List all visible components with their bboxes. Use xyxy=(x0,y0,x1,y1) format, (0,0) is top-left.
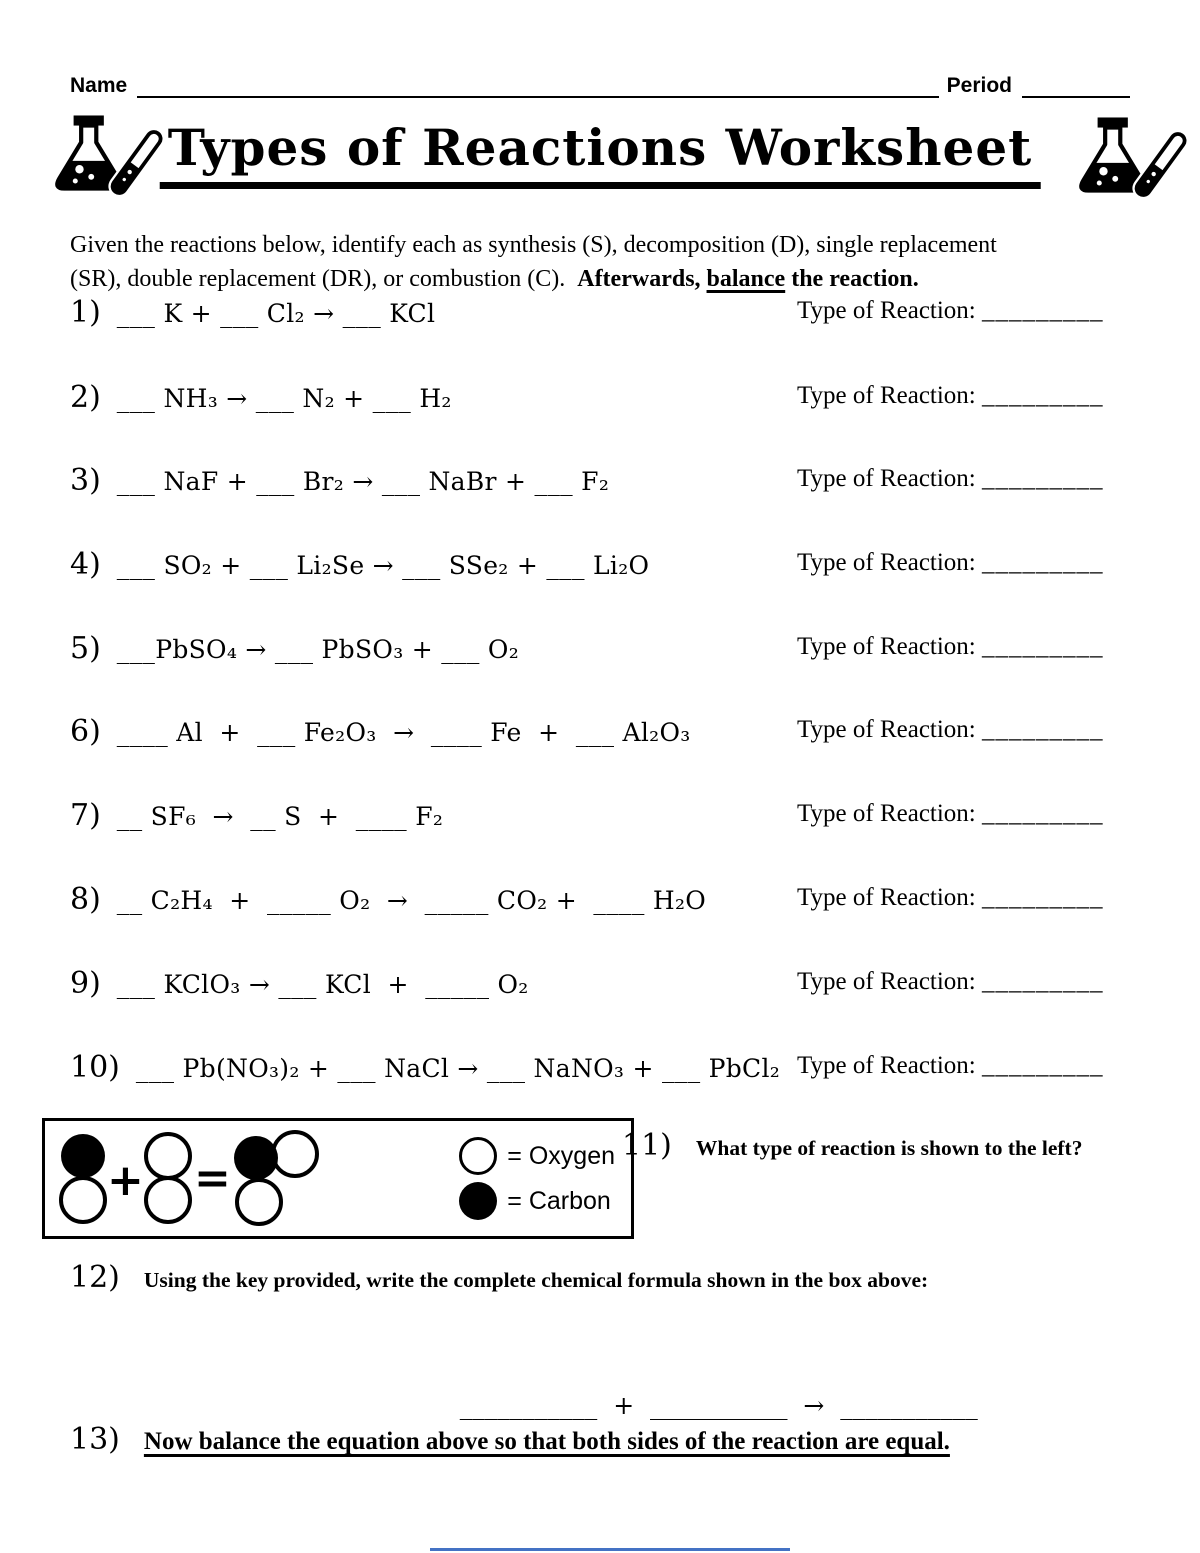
question-row-7 xyxy=(70,798,1132,840)
question-row-8 xyxy=(70,882,1132,924)
type-of-reaction: Type of Reaction: _________ xyxy=(797,549,1104,576)
instructions-line2: (SR), double replacement (DR), or combustion (C). xyxy=(70,266,578,292)
answer-blank-2[interactable]: ___________ xyxy=(650,1391,788,1420)
answer-blank[interactable]: _________ xyxy=(982,297,1104,324)
name-blank-line[interactable] xyxy=(137,72,938,98)
question-number: 2) xyxy=(70,380,101,415)
question-number: 7) xyxy=(70,798,101,833)
svg-text:+: + xyxy=(107,1154,144,1206)
carbon-label: = Carbon xyxy=(507,1186,611,1215)
question-row-10 xyxy=(70,1050,1132,1092)
type-of-reaction: Type of Reaction: _________ xyxy=(797,297,1104,324)
answer-blank[interactable]: _________ xyxy=(982,549,1104,576)
equation: ___ NH₃ → ___ N₂ + ___ H₂ xyxy=(116,384,452,413)
question-number: 6) xyxy=(70,714,101,749)
question-number: 5) xyxy=(70,631,101,666)
question-13 xyxy=(70,1422,950,1457)
question-number: 1) xyxy=(70,295,101,330)
question-row-6 xyxy=(70,714,1132,756)
question-number: 13) xyxy=(70,1422,120,1457)
arrow-sign: → xyxy=(787,1391,841,1420)
question-row-1 xyxy=(70,295,1132,337)
key-carbon xyxy=(459,1182,615,1220)
question-row-4 xyxy=(70,547,1132,589)
question-number: 4) xyxy=(70,547,101,582)
answer-blank[interactable]: _________ xyxy=(982,633,1104,660)
molecule-diagram xyxy=(55,1129,355,1229)
type-of-reaction: Type of Reaction: _________ xyxy=(797,968,1104,995)
svg-text:=: = xyxy=(194,1152,231,1204)
type-of-reaction: Type of Reaction: _________ xyxy=(797,1052,1104,1079)
question-number: 10) xyxy=(70,1050,120,1085)
equation: ____ Al + ___ Fe₂O₃ → ____ Fe + ___ Al₂O₃ xyxy=(116,718,691,747)
plus-sign: + xyxy=(597,1391,651,1420)
question-number: 9) xyxy=(70,966,101,1001)
period-blank-line[interactable] xyxy=(1022,72,1130,98)
equation: ___ NaF + ___ Br₂ → ___ NaBr + ___ F₂ xyxy=(116,467,610,496)
flask-test-tube-icon xyxy=(1064,112,1190,212)
oxygen-label: = Oxygen xyxy=(507,1141,615,1170)
type-of-reaction: Type of Reaction: _________ xyxy=(797,382,1104,409)
name-period-row xyxy=(70,72,1130,98)
question-12 xyxy=(70,1260,928,1295)
question-number: 3) xyxy=(70,463,101,498)
oxygen-circle-icon xyxy=(459,1137,497,1175)
page-title: Types of Reactions Worksheet xyxy=(160,118,1041,189)
instructions: Given the reactions below, identify each as synthesis (S), decomposition (D), single replacement (SR), double replacement (DR), or combustion (C). Afterwards, balance the reaction. xyxy=(70,232,997,292)
period-label: Period xyxy=(946,74,1012,97)
question-row-5 xyxy=(70,631,1132,673)
question-row-9 xyxy=(70,966,1132,1008)
molecule-key xyxy=(459,1137,615,1220)
molecule-diagram-box xyxy=(42,1118,634,1239)
answer-blank[interactable]: _________ xyxy=(982,968,1104,995)
equation: ___PbSO₄ → ___ PbSO₃ + ___ O₂ xyxy=(116,635,520,664)
type-of-reaction: Type of Reaction: _________ xyxy=(797,633,1104,660)
bottom-blue-line xyxy=(430,1548,790,1551)
type-of-reaction: Type of Reaction: _________ xyxy=(797,465,1104,492)
answer-blank[interactable]: _________ xyxy=(982,884,1104,911)
equation: __ SF₆ → __ S + ____ F₂ xyxy=(116,802,444,831)
question-row-3 xyxy=(70,463,1132,505)
answer-blank[interactable]: _________ xyxy=(982,382,1104,409)
question-row-2 xyxy=(70,380,1132,422)
equation: ___ K + ___ Cl₂ → ___ KCl xyxy=(116,299,436,328)
answer-blank[interactable]: _________ xyxy=(982,800,1104,827)
key-oxygen xyxy=(459,1137,615,1175)
equation: __ C₂H₄ + _____ O₂ → _____ CO₂ + ____ H₂O xyxy=(116,886,707,915)
question-11 xyxy=(622,1128,1082,1163)
answer-blank[interactable]: _________ xyxy=(982,716,1104,743)
question-number: 12) xyxy=(70,1260,120,1295)
flask-test-tube-icon xyxy=(40,110,166,210)
answer-blank[interactable]: _________ xyxy=(982,1052,1104,1079)
question-text: Using the key provided, write the complete chemical formula shown in the box above: xyxy=(143,1268,929,1292)
equation: ___ Pb(NO₃)₂ + ___ NaCl → ___ NaNO₃ + ___ PbCl₂ xyxy=(135,1054,781,1083)
instructions-line1: Given the reactions below, identify each as synthesis (S), decomposition (D), single replacement xyxy=(70,232,997,258)
answer-blank-3[interactable]: ___________ xyxy=(840,1391,978,1420)
answer-blank-1[interactable]: ___________ xyxy=(459,1391,598,1420)
answer-blank[interactable]: _________ xyxy=(982,465,1104,492)
question-text: Now balance the equation above so that both sides of the reaction are equal. xyxy=(143,1428,950,1455)
type-of-reaction: Type of Reaction: _________ xyxy=(797,800,1104,827)
equation: ___ SO₂ + ___ Li₂Se → ___ SSe₂ + ___ Li₂O xyxy=(116,551,650,580)
type-of-reaction: Type of Reaction: _________ xyxy=(797,884,1104,911)
equation: ___ KClO₃ → ___ KCl + _____ O₂ xyxy=(116,970,529,999)
type-of-reaction: Type of Reaction: _________ xyxy=(797,716,1104,743)
question-text: What type of reaction is shown to the left? xyxy=(695,1136,1083,1160)
name-label: Name xyxy=(70,74,128,97)
carbon-circle-icon xyxy=(459,1182,497,1220)
question-number: 11) xyxy=(622,1128,672,1163)
question-number: 8) xyxy=(70,882,101,917)
